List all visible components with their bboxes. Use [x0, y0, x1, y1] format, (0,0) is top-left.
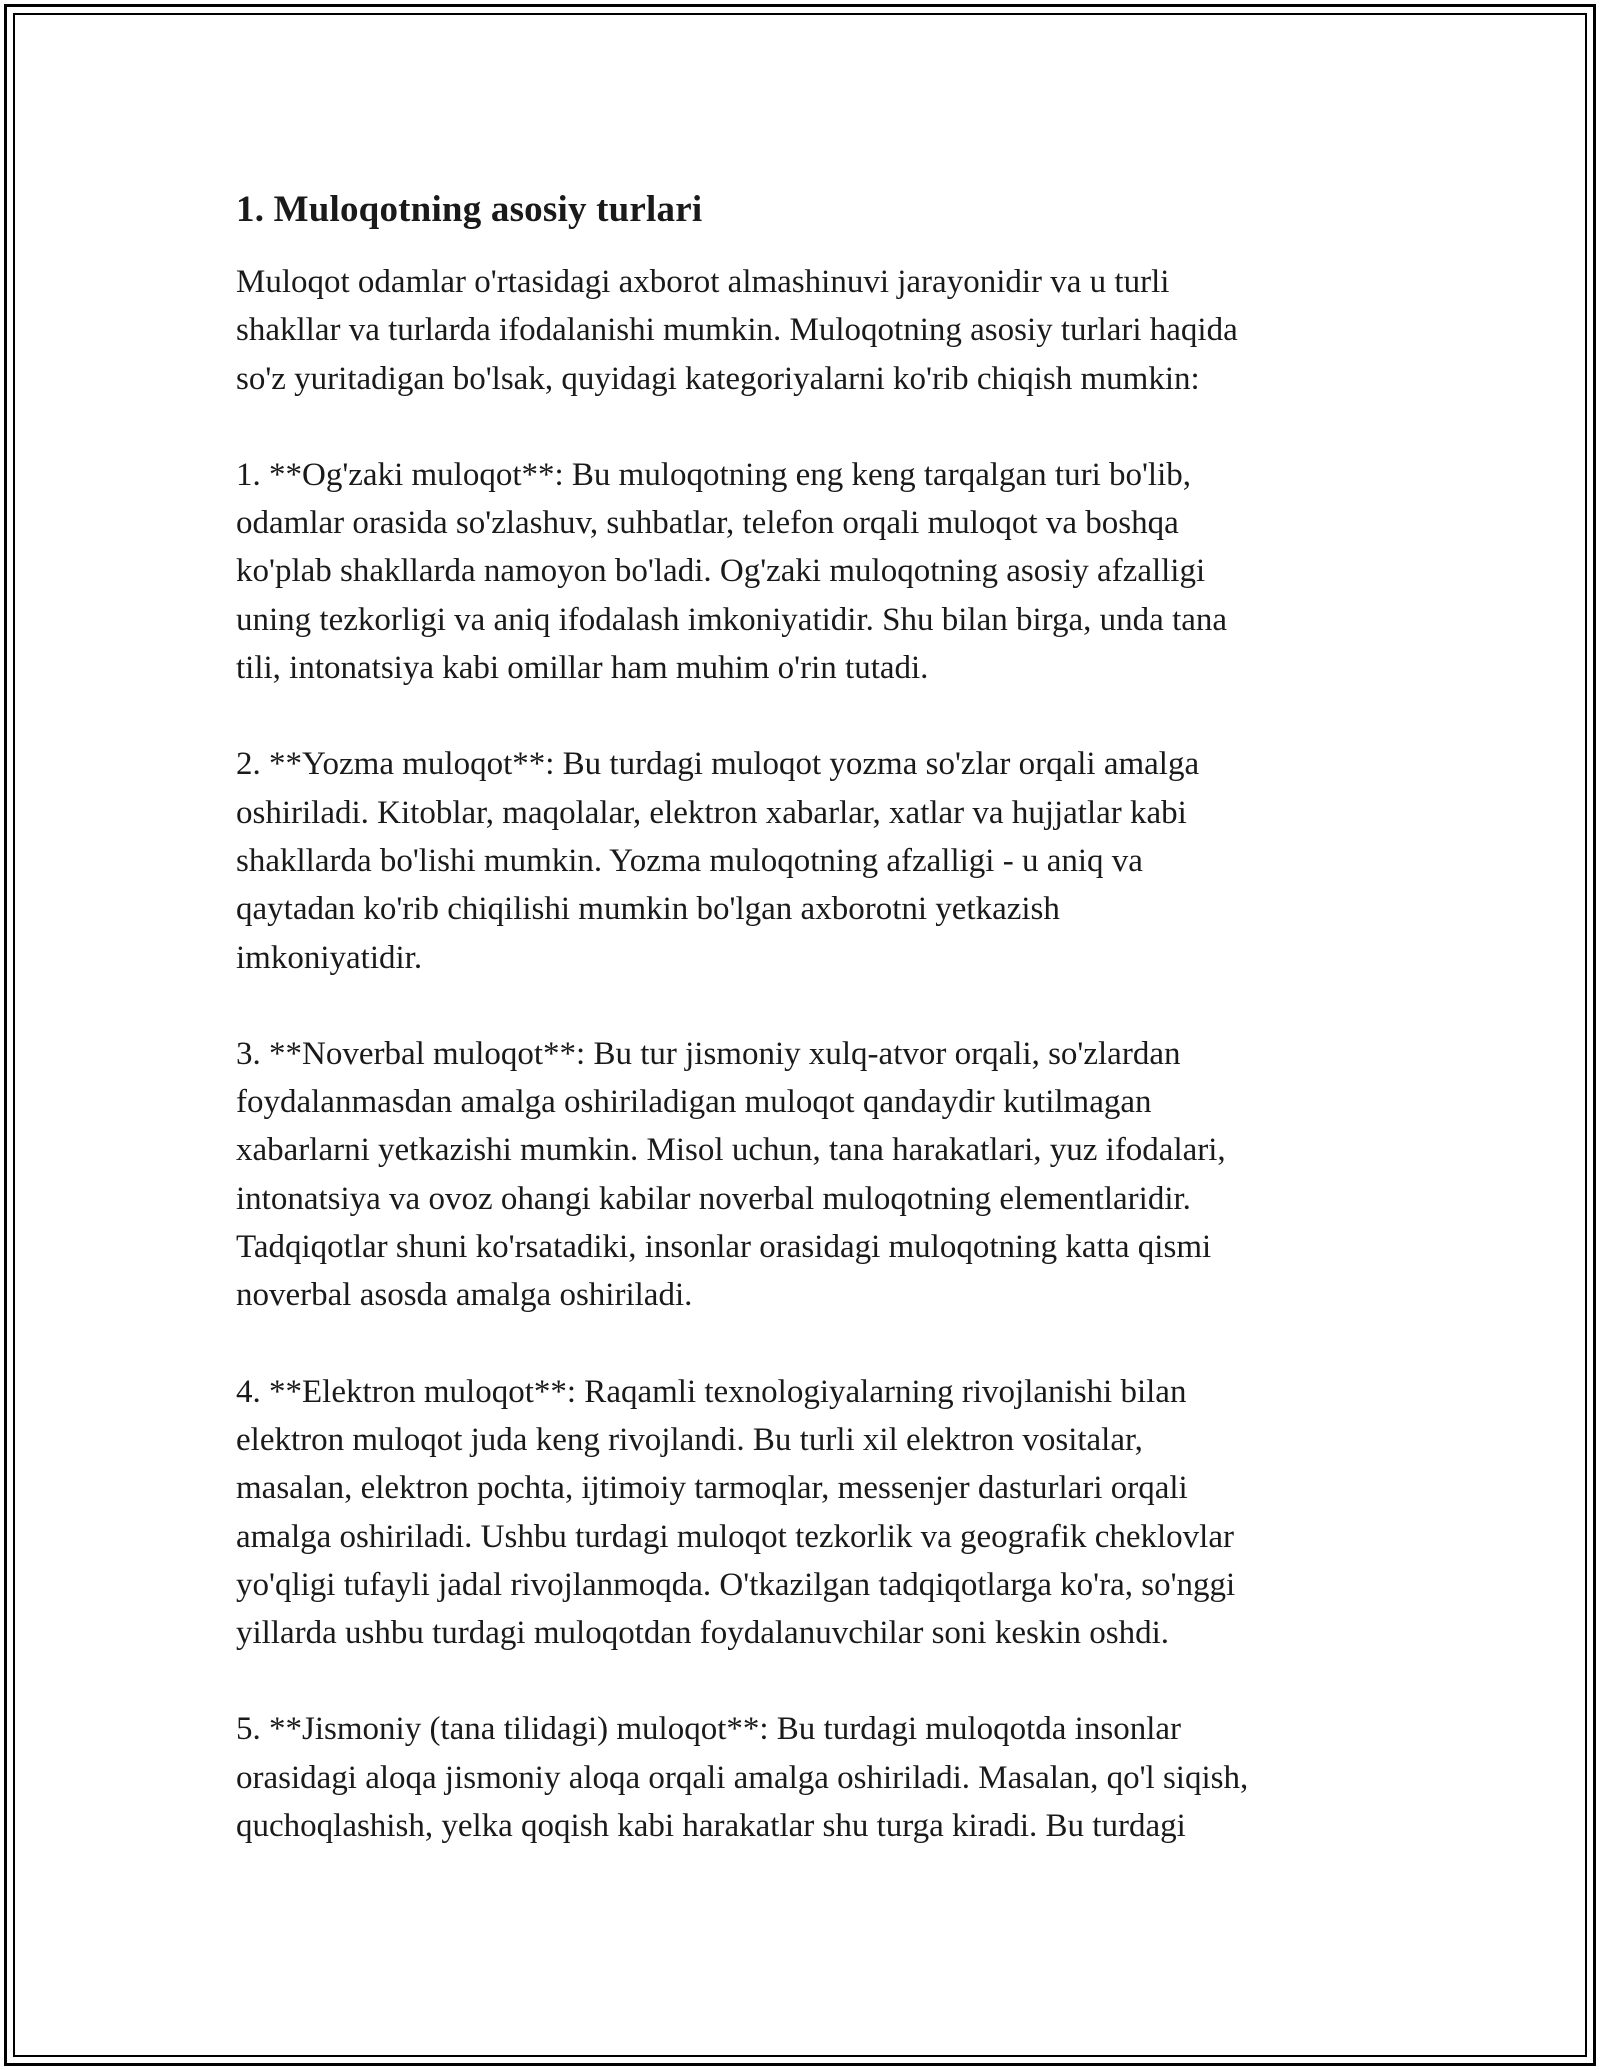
intro-paragraph: Muloqot odamlar o'rtasidagi axborot almashinuvi jarayonidir va u turli shakllar va turlarda ifodalanishi mumkin. Muloqotning asosiy turlari haqida so'z yuritadigan bo'lsak, quyidagi kategoriyalarni ko'rib chiqish mumkin:	[236, 264, 1238, 397]
paragraph-physical-communication: 5. **Jismoniy (tana tilidagi) muloqot**: Bu turdagi muloqotda insonlar orasidagi aloqa jismoniy aloqa orqali amalga oshiriladi. Masalan, qo'l siqish, quchoqlashish, yelka qoqish kabi harakatlar shu turga kiradi. Bu turdagi	[236, 1711, 1249, 1845]
paragraph-nonverbal-communication: 3. **Noverbal muloqot**: Bu tur jismoniy xulq-atvor orqali, so'zlardan foydalanmasdan amalga oshiriladigan muloqot qandaydir kutilmagan xabarlarni yetkazishi mumkin. Misol uchun, tana harakatlari, yuz ifodalari, intonatsiya va ovoz ohangi kabilar noverbal muloqotning elementlaridir. Tadqiqotlar shuni ko'rsatadiki, insonlar orasidagi muloqotning katta qismi noverbal asosda amalga oshiriladi.	[236, 1035, 1226, 1314]
document-body	[236, 186, 1366, 1898]
paragraph-oral-communication: 1. **Og'zaki muloqot**: Bu muloqotning eng keng tarqalgan turi bo'lib, odamlar orasida so'zlashuv, suhbatlar, telefon orqali muloqot va boshqa ko'plab shakllarda namoyon bo'ladi. Og'zaki muloqotning asosiy afzalligi uning tezkorligi va aniq ifodalash imkoniyatidir. Shu bilan birga, unda tana tili, intonatsiya kabi omillar ham muhim o'rin tutadi.	[236, 456, 1228, 687]
section-heading: 1. Muloqotning asosiy turlari	[236, 189, 703, 230]
paragraph-written-communication: 2. **Yozma muloqot**: Bu turdagi muloqot yozma so'zlar orqali amalga oshiriladi. Kitoblar, maqolalar, elektron xabarlar, xatlar va hujjatlar kabi shakllarda bo'lishi mumkin. Yozma muloqotning afzalligi - u aniq va qaytadan ko'rib chiqilishi mumkin bo'lgan axborotni yetkazish imkoniyatidir.	[236, 746, 1200, 976]
paragraph-electronic-communication: 4. **Elektron muloqot**: Raqamli texnologiyalarning rivojlanishi bilan elektron muloqot juda keng rivojlandi. Bu turli xil elektron vositalar, masalan, elektron pochta, ijtimoiy tarmoqlar, messenjer dasturlari orqali amalga oshiriladi. Ushbu turdagi muloqot tezkorlik va geografik cheklovlar yo'qligi tufayli jadal rivojlanmoqda. O'tkazilgan tadqiqotlarga ko'ra, so'nggi yillarda ushbu turdagi muloqotdan foydalanuvchilar soni keskin oshdi.	[236, 1373, 1236, 1652]
